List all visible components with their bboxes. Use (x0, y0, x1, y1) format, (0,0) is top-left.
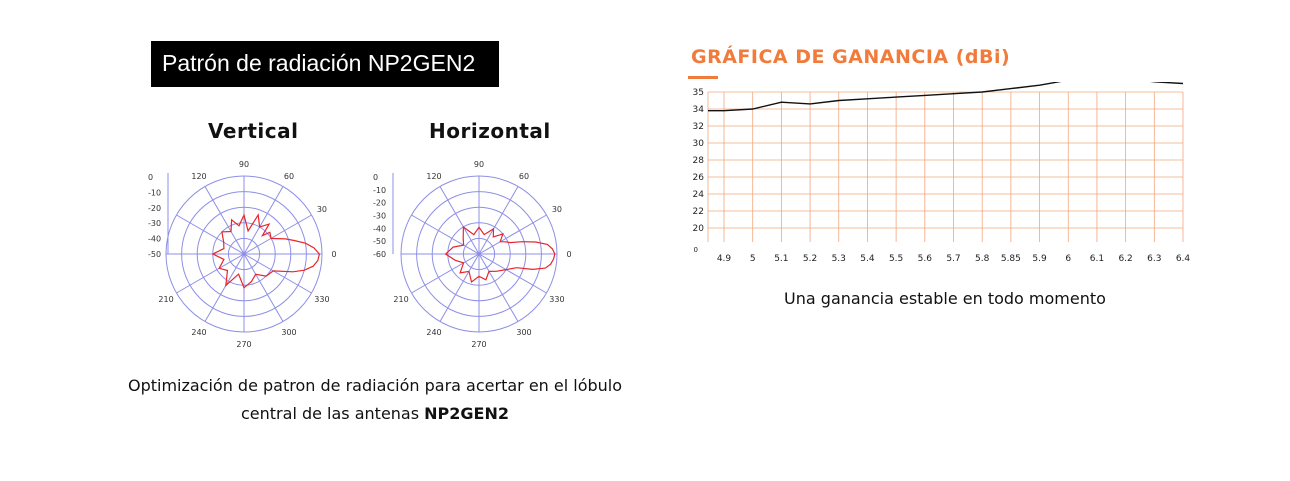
polar-angle-tick: 240 (426, 327, 442, 337)
polar-angle-tick: 330 (314, 295, 330, 304)
polar-radial-tick: -40 (148, 234, 162, 244)
polar-radial-tick: -60 (373, 250, 387, 259)
polar-radial-tick: -20 (148, 203, 162, 213)
gain-x-tick: 5.7 (946, 254, 961, 264)
gain-x-tick: 5.6 (917, 254, 932, 264)
polar-angle-tick: 300 (281, 327, 297, 337)
radiation-pattern-title: Patrón de radiación NP2GEN2 (151, 41, 499, 87)
gain-x-tick: 5.5 (888, 254, 904, 264)
radiation-caption (100, 372, 650, 428)
gain-x-tick: 5.2 (802, 254, 818, 264)
gain-x-tick: 5.85 (1000, 254, 1021, 264)
polar-angle-tick: 330 (549, 295, 565, 304)
gain-x-tick: 6.2 (1118, 254, 1133, 264)
gain-x-tick: 5.3 (831, 254, 846, 264)
radiation-caption-line2: central de las antenas (241, 404, 425, 423)
polar-radial-tick: -10 (148, 188, 162, 198)
polar-radial-tick: -50 (373, 237, 387, 247)
polar-vertical-label: Vertical (208, 119, 299, 143)
polar-angle-tick: 270 (471, 340, 487, 349)
polar-angle-tick: 90 (238, 160, 250, 169)
polar-radial-tick: 0 (373, 173, 379, 182)
polar-angle-tick: 60 (283, 172, 295, 182)
radiation-caption-model: NP2GEN2 (424, 404, 509, 423)
gain-x-tick: 5.4 (860, 254, 875, 264)
gain-chart-title: GRÁFICA DE GANANCIA (dBi) (691, 46, 1011, 68)
polar-angle-tick: 30 (551, 205, 563, 214)
gain-y-tick: 24 (692, 190, 704, 200)
polar-radial-tick: 0 (148, 173, 154, 182)
polar-angle-tick: 90 (473, 160, 485, 169)
gain-y-tick: 34 (692, 105, 704, 115)
gain-y-tick: 30 (692, 139, 704, 149)
gain-x-tick: 6.4 (1175, 254, 1190, 264)
polar-angle-tick: 270 (236, 340, 252, 349)
polar-angle-tick: 120 (191, 172, 207, 182)
polar-angle-tick: 60 (518, 172, 530, 182)
gain-x-tick: 5 (749, 254, 756, 264)
gain-y-tick: 26 (692, 173, 704, 183)
radiation-caption-line1: Optimización de patron de radiación para acertar en el lóbulo (127, 376, 623, 395)
polar-angle-tick: 0 (331, 250, 337, 259)
polar-angle-tick: 30 (316, 205, 328, 214)
gain-x-tick: 5.1 (774, 254, 789, 264)
polar-angle-tick: 0 (566, 250, 572, 259)
gain-y-tick: 35 (692, 88, 704, 98)
polar-horizontal-label: Horizontal (429, 119, 551, 143)
gain-series-line (708, 82, 1183, 111)
gain-x-tick: 4.9 (716, 254, 732, 264)
gain-x-tick: 6 (1065, 254, 1072, 264)
gain-y-tick: 20 (692, 224, 704, 234)
polar-radial-tick: -40 (373, 224, 387, 234)
polar-chart-vertical (143, 155, 353, 355)
polar-radial-tick: -10 (373, 185, 387, 195)
gain-line-chart (680, 82, 1190, 272)
gain-y-tick: 28 (692, 156, 704, 166)
polar-radial-tick: -30 (148, 219, 162, 229)
polar-radial-tick: -30 (373, 211, 387, 221)
gain-x-tick: 5.9 (1032, 254, 1047, 264)
gain-y-zero: 0 (693, 246, 698, 254)
gain-x-tick: 6.1 (1089, 254, 1105, 264)
polar-angle-tick: 210 (158, 295, 174, 304)
polar-chart-horizontal (368, 155, 588, 355)
polar-radial-tick: -50 (148, 250, 162, 259)
gain-caption: Una ganancia estable en todo momento (784, 289, 1106, 308)
gain-x-tick: 6.3 (1147, 254, 1162, 264)
polar-angle-tick: 240 (191, 327, 207, 337)
gain-title-underline (688, 76, 718, 79)
gain-y-tick: 22 (692, 207, 704, 217)
gain-y-tick: 32 (692, 122, 704, 132)
polar-radial-tick: -20 (373, 198, 387, 208)
polar-angle-tick: 300 (516, 327, 532, 337)
gain-x-tick: 5.8 (975, 254, 990, 264)
polar-angle-tick: 210 (393, 295, 409, 304)
polar-angle-tick: 120 (426, 172, 442, 182)
